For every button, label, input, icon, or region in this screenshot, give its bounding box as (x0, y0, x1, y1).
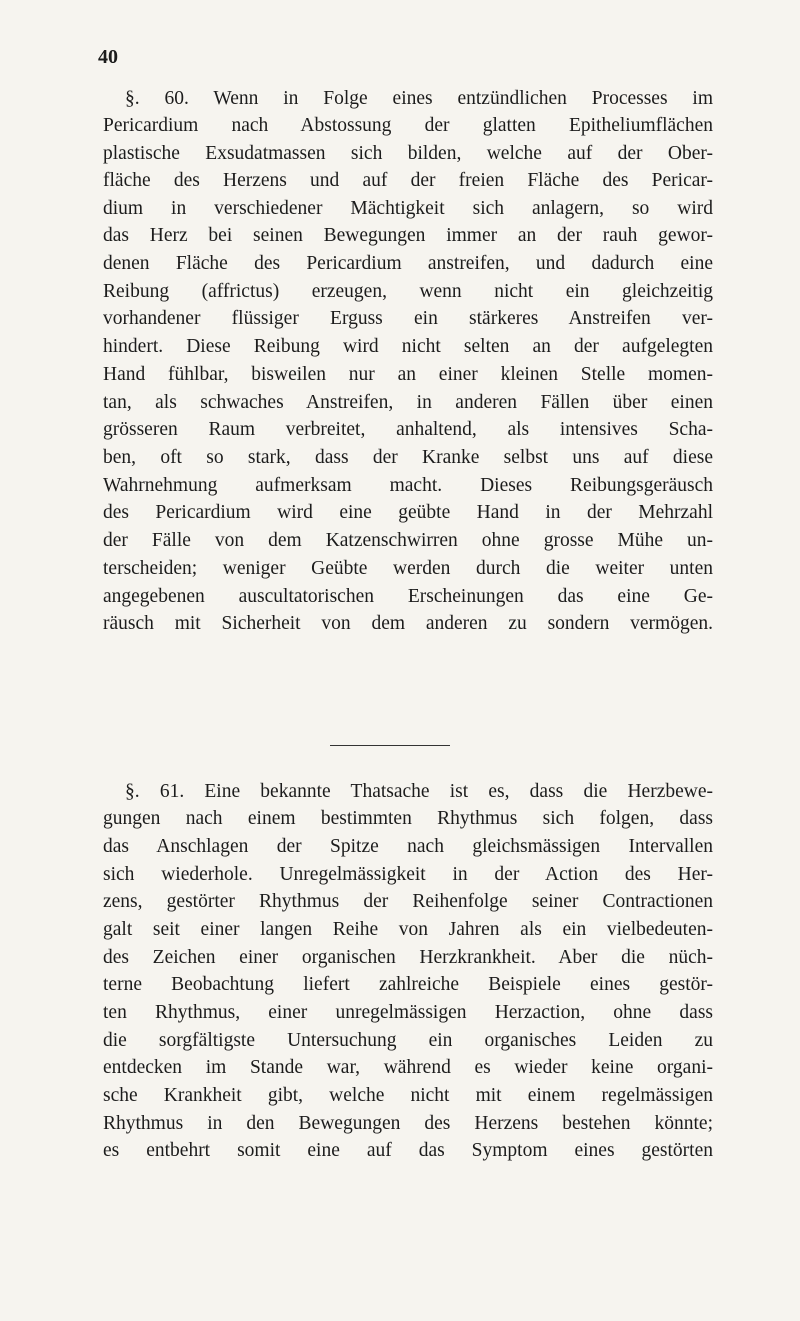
text-line: vorhandener flüssiger Erguss ein stärkeres Anstreifen ver- (103, 308, 713, 329)
text-line: entdecken im Stande war, während es wieder keine organi- (103, 1057, 713, 1078)
text-line: grösseren Raum verbreitet, anhaltend, als intensives Scha- (103, 419, 713, 440)
text-line: sche Krankheit gibt, welche nicht mit einem regelmässigen (103, 1085, 713, 1106)
text-line: Reibung (affrictus) erzeugen, wenn nicht ein gleichzeitig (103, 281, 713, 302)
text-line: räusch mit Sicherheit von dem anderen zu sondern vermögen. (103, 613, 713, 634)
text-line: terne Beobachtung liefert zahlreiche Beispiele eines gestör- (103, 974, 713, 995)
text-line: des Pericardium wird eine geübte Hand in der Mehrzahl (103, 502, 713, 523)
text-line: §. 60. Wenn in Folge eines entzündlichen Processes im (125, 88, 713, 109)
text-line: Rhythmus in den Bewegungen des Herzens bestehen könnte; (103, 1113, 713, 1134)
text-line: Pericardium nach Abstossung der glatten Epitheliumflächen (103, 115, 713, 136)
text-line: das Anschlagen der Spitze nach gleichsmässigen Intervallen (103, 836, 713, 857)
text-line: der Fälle von dem Katzenschwirren ohne grosse Mühe un- (103, 530, 713, 551)
text-line: sich wiederhole. Unregelmässigkeit in der Action des Her- (103, 864, 713, 885)
text-line: das Herz bei seinen Bewegungen immer an der rauh gewor- (103, 225, 713, 246)
text-line: terscheiden; weniger Geübte werden durch die weiter unten (103, 558, 713, 579)
text-line: denen Fläche des Pericardium anstreifen, und dadurch eine (103, 253, 713, 274)
section-divider (330, 745, 450, 746)
text-line: es entbehrt somit eine auf das Symptom eines gestörten (103, 1140, 713, 1161)
text-line: zens, gestörter Rhythmus der Reihenfolge seiner Contractionen (103, 891, 713, 912)
text-line: die sorgfältigste Untersuchung ein organisches Leiden zu (103, 1030, 713, 1051)
text-line: Hand fühlbar, bisweilen nur an einer kleinen Stelle momen- (103, 364, 713, 385)
text-line: fläche des Herzens und auf der freien Fläche des Pericar- (103, 170, 713, 191)
text-line: hindert. Diese Reibung wird nicht selten an der aufgelegten (103, 336, 713, 357)
text-line: ben, oft so stark, dass der Kranke selbst uns auf diese (103, 447, 713, 468)
text-line: ten Rhythmus, einer unregelmässigen Herzaction, ohne dass (103, 1002, 713, 1023)
text-line: des Zeichen einer organischen Herzkrankheit. Aber die nüch- (103, 947, 713, 968)
text-line: angegebenen auscultatorischen Erscheinungen das eine Ge- (103, 586, 713, 607)
text-line: galt seit einer langen Reihe von Jahren als ein vielbedeuten- (103, 919, 713, 940)
text-line: tan, als schwaches Anstreifen, in anderen Fällen über einen (103, 392, 713, 413)
text-line: gungen nach einem bestimmten Rhythmus sich folgen, dass (103, 808, 713, 829)
page-number: 40 (98, 46, 118, 68)
text-line: plastische Exsudatmassen sich bilden, welche auf der Ober- (103, 143, 713, 164)
text-line: dium in verschiedener Mächtigkeit sich anlagern, so wird (103, 198, 713, 219)
text-line: §. 61. Eine bekannte Thatsache ist es, dass die Herzbewe- (125, 781, 713, 802)
text-line: Wahrnehmung aufmerksam macht. Dieses Reibungsgeräusch (103, 475, 713, 496)
